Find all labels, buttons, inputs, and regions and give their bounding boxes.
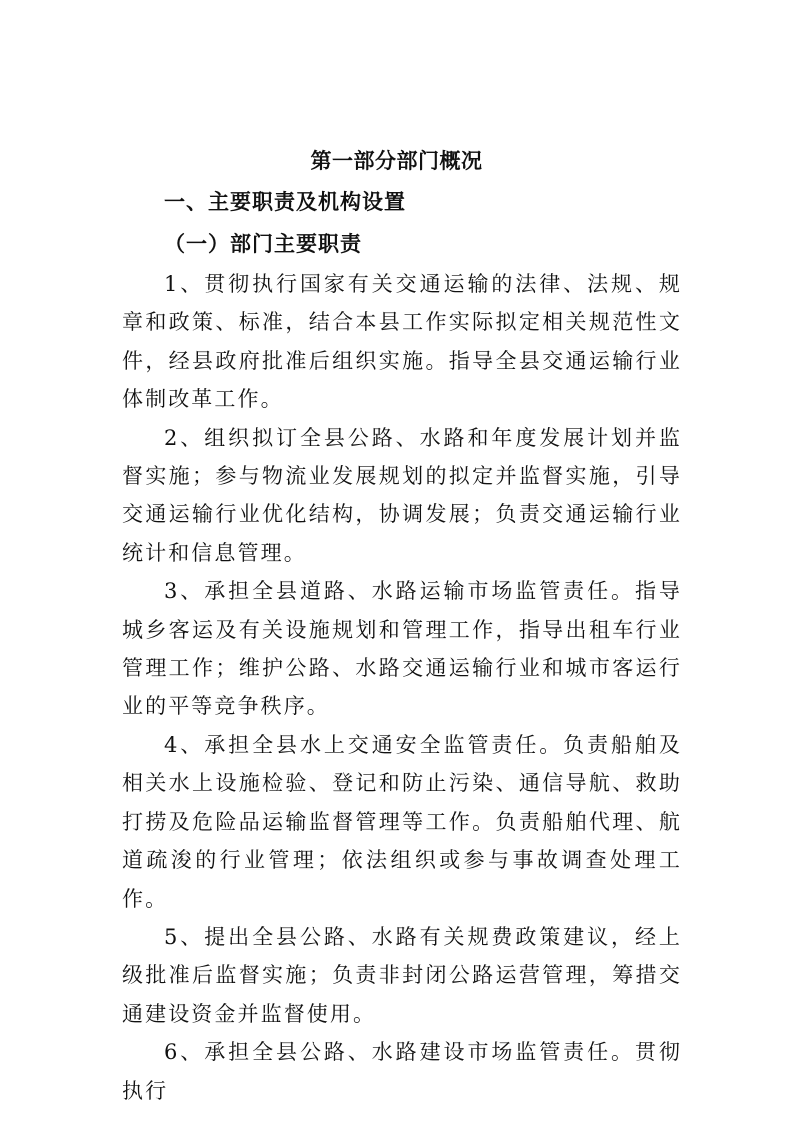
- subsection-heading: （一）部门主要职责: [164, 232, 362, 256]
- paragraph-4: 4、承担全县水上交通安全监管责任。负责船舶及相关水上设施检验、登记和防止污染、通信导航、救助打捞及危险品运输监督管理等工作。负责船舶代理、航道疏浚的行业管理；依法组织或参与事故调查处理工作。: [122, 732, 682, 911]
- paragraph-3: 3、承担全县道路、水路运输市场监管责任。指导城乡客运及有关设施规划和管理工作，指导出租车行业管理工作；维护公路、水路交通运输行业和城市客运行业的平等竞争秩序。: [122, 579, 682, 719]
- paragraph-1: 1、贯彻执行国家有关交通运输的法律、法规、规章和政策、标准，结合本县工作实际拟定相关规范性文件，经县政府批准后组织实施。指导全县交通运输行业体制改革工作。: [122, 272, 682, 412]
- paragraph-5: 5、提出全县公路、水路有关规费政策建议，经上级批准后监督实施；负责非封闭公路运营管理，筹措交通建设资金并监督使用。: [122, 924, 682, 1026]
- section-heading: 一、主要职责及机构设置: [164, 190, 406, 214]
- paragraph-2: 2、组织拟订全县公路、水路和年度发展计划并监督实施；参与物流业发展规划的拟定并监督实施，引导交通运输行业优化结构，协调发展；负责交通运输行业统计和信息管理。: [122, 425, 682, 565]
- paragraph-6: 6、承担全县公路、水路建设市场监管责任。贯彻执行: [122, 1040, 682, 1103]
- page-title: 第一部分部门概况: [310, 149, 483, 173]
- body-text: [122, 265, 682, 1110]
